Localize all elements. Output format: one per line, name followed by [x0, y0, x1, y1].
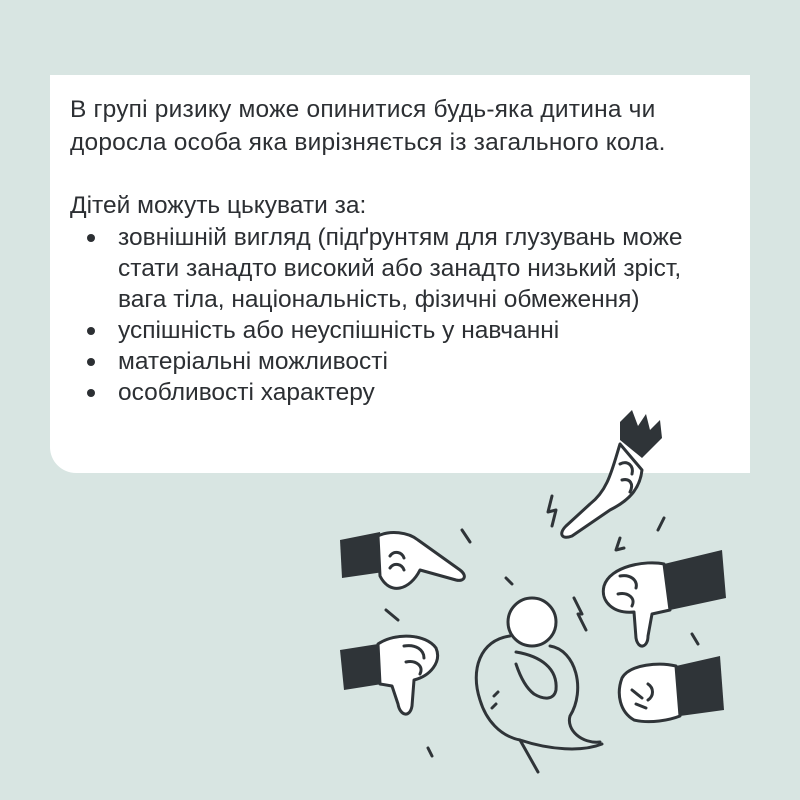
fist-icon	[619, 656, 724, 722]
bullying-illustration	[320, 400, 740, 800]
list-item: успішність або неуспішність у навчанні	[70, 315, 730, 346]
thumbs-down-icon	[340, 636, 438, 714]
thumbs-down-icon	[603, 550, 726, 646]
list-item: зовнішній вигляд (підґрунтям для глузувань може стати занадто високий або занадто низький зріст, вага тіла, національність, фізичні обмеження)	[70, 222, 730, 315]
reasons-list	[70, 222, 730, 408]
pointing-hand-icon	[340, 532, 464, 588]
list-item: матеріальні можливості	[70, 346, 730, 377]
list-item: особливості характеру	[70, 377, 730, 408]
pointing-hand-icon	[562, 410, 662, 537]
intro-text: В групі ризику може опинитися будь-яка дитина чи доросла особа яка вирізняється із загального кола.	[70, 96, 666, 156]
list-lead: Дітей можуть цькувати за:	[70, 192, 367, 219]
spacer	[70, 159, 730, 189]
